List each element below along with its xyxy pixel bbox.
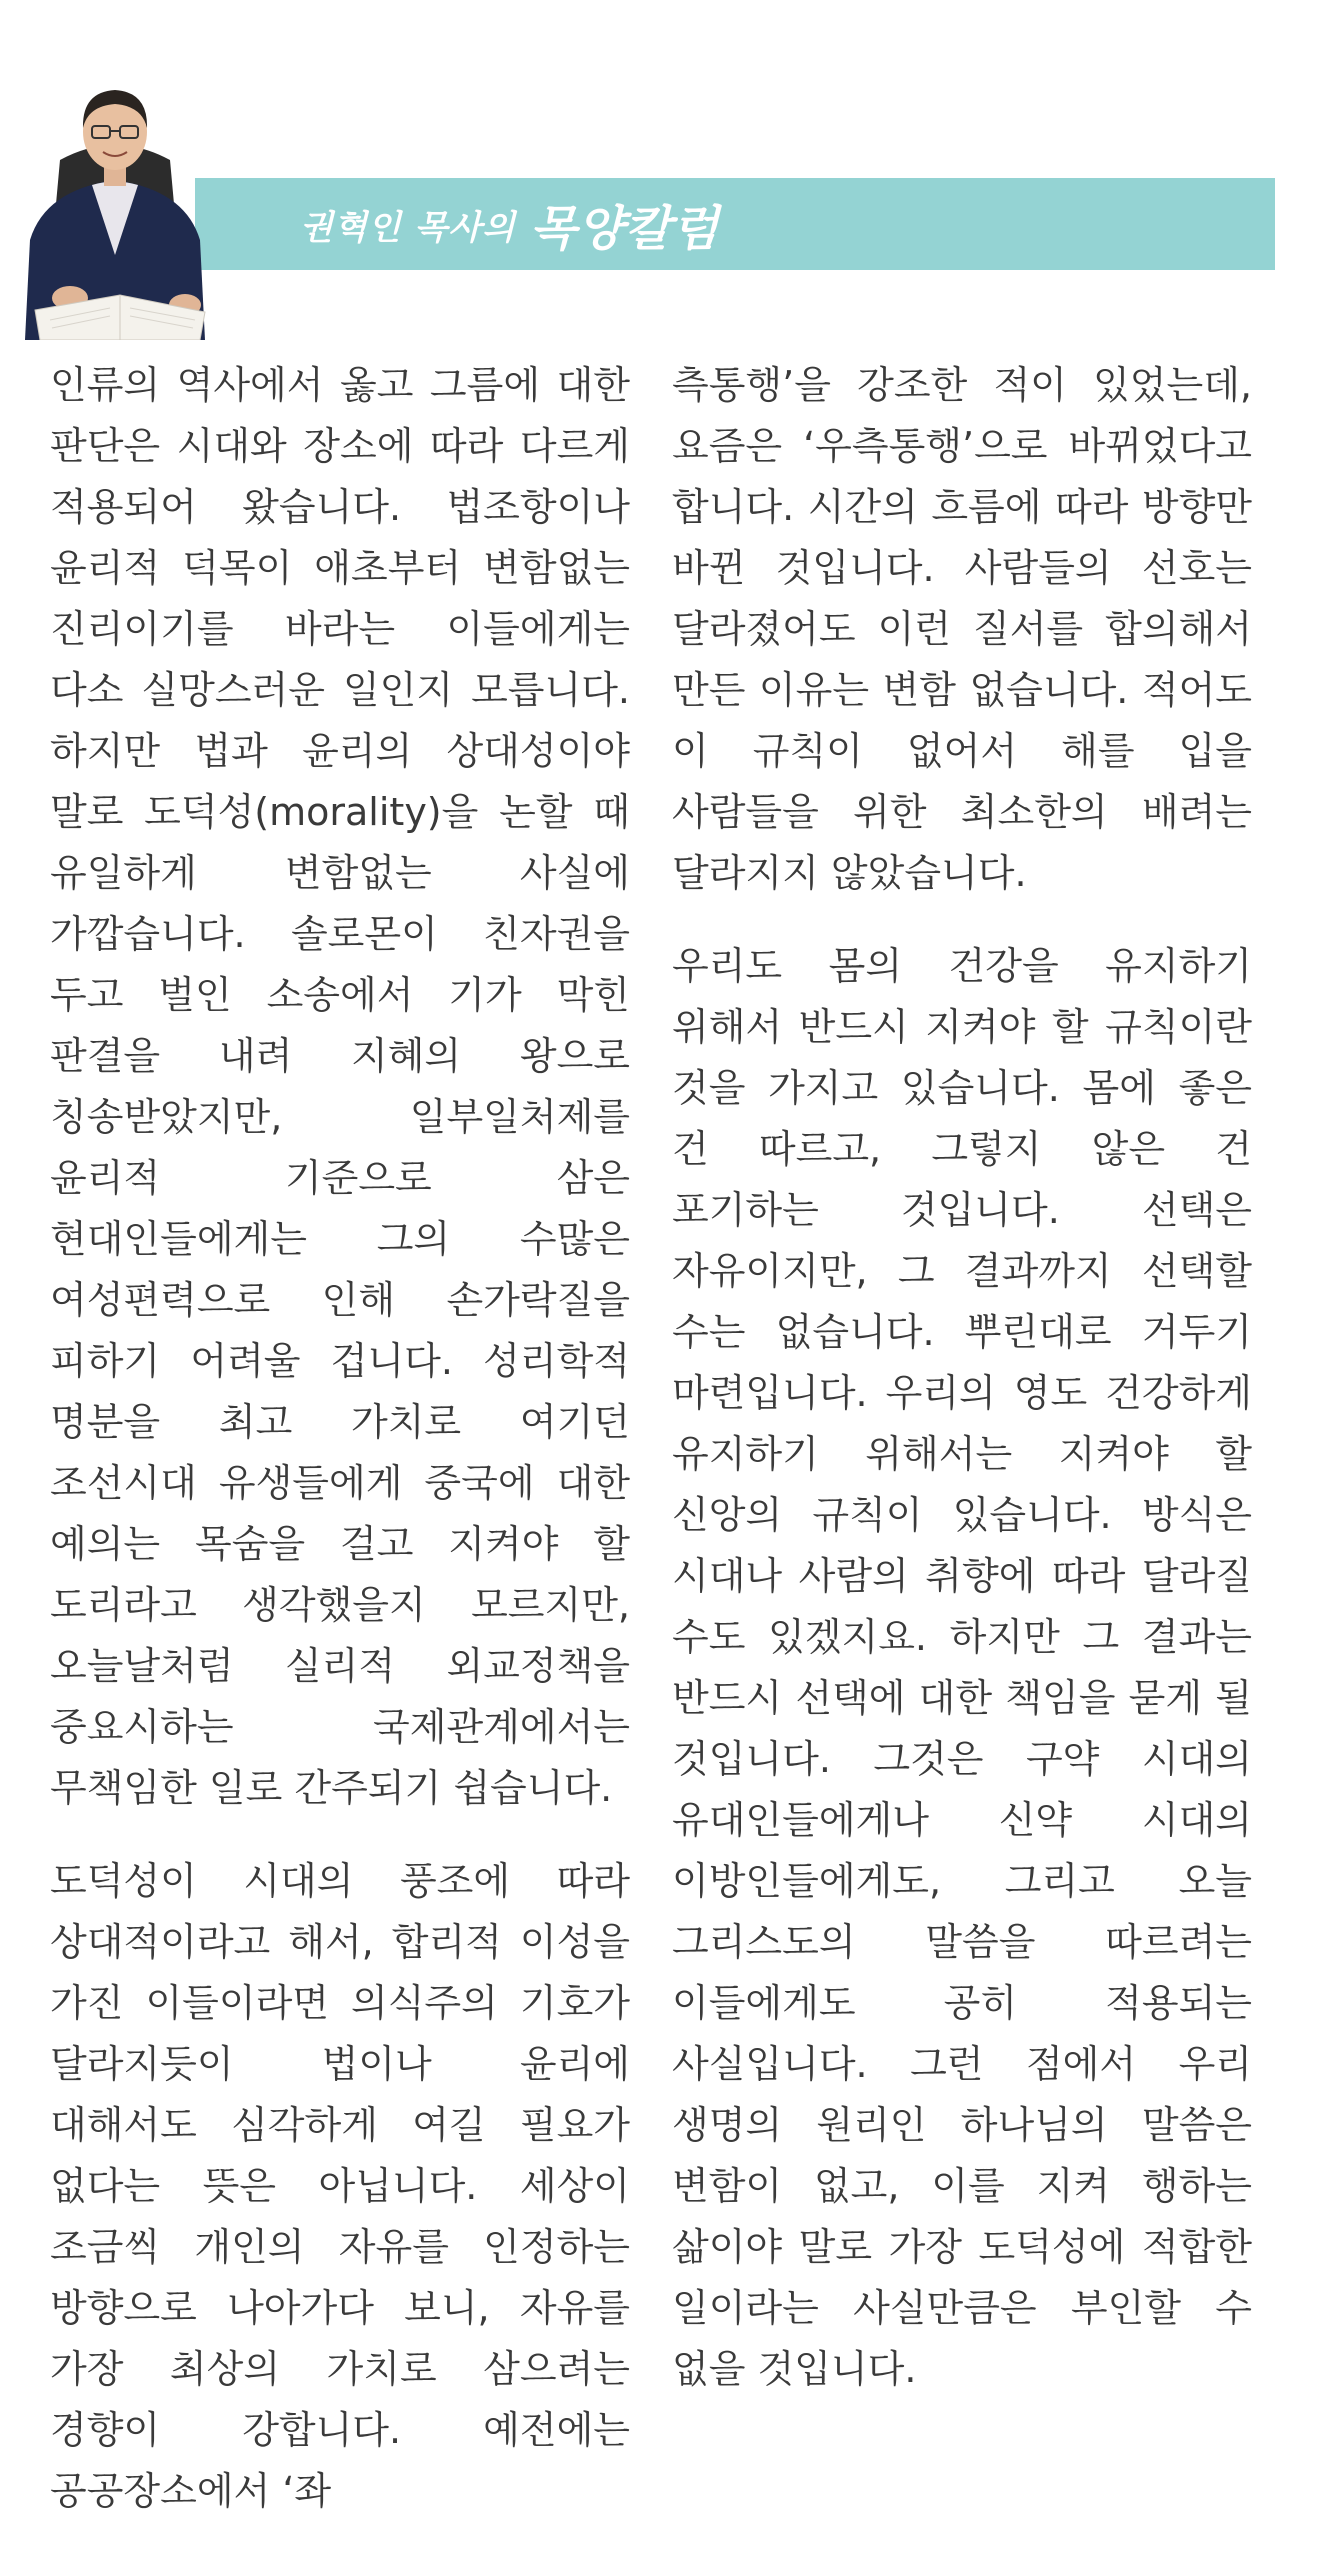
column-title-main: 목양칼럼 [529,200,720,257]
column-title-prefix: 권혁인 목사의 [300,207,516,248]
article-paragraph: 인류의 역사에서 옳고 그름에 대한 판단은 시대와 장소에 따라 다르게 적용되어 왔습니다. 법조항이나 윤리적 덕목이 애초부터 변함없는 진리이기를 바라는 이들에게는 다소 실망스러운 일인지 모릅니다. 하지만 법과 윤리의 상대성이야 말로 도덕성(morality)을 논할 때 유일하게 변함없는 사실에 가깝습니다. 솔로몬이 친자권을 두고 벌인 소송에서 기가 막힌 판결을 내려 지혜의 왕으로 칭송받았지만, 일부일처제를 윤리적 기준으로 삼은 현대인들에게는 그의 수많은 여성편력으로 인해 손가락질을 피하기 어려울 겁니다. 성리학적 명분을 최고 가치로 여기던 조선시대 유생들에게 중국에 대한 예의는 목숨을 걸고 지켜야 할 도리라고 생각했을지 모르지만, 오늘날처럼 실리적 외교정책을 중요시하는 국제관계에서는 무책임한 일로 간주되기 쉽습니다. [50,363,630,1810]
article-paragraph: 도덕성이 시대의 풍조에 따라 상대적이라고 해서, 합리적 이성을 가진 이들이라면 의식주의 기호가 달라지듯이 법이나 윤리에 대해서도 심각하게 여길 필요가 없다는 뜻은 아닙니다. 세상이 조금씩 개인의 자유를 인정하는 방향으로 나아가다 보니, 자유를 가장 최상의 가치로 삼으려는 경향이 강합니다. 예전에는 공공장소에서 ‘좌 [50,1859,630,2513]
author-portrait [0,40,230,340]
article-column-right [672,355,1252,2432]
column-title [300,178,719,270]
article-paragraph: 측통행’을 강조한 적이 있었는데, 요즘은 ‘우측통행’으로 바뀌었다고 합니다. 시간의 흐름에 따라 방향만 바뀐 것입니다. 사람들의 선호는 달라졌어도 이런 질서를 합의해서 만든 이유는 변함 없습니다. 적어도 이 규칙이 없어서 해를 입을 사람들을 위한 최소한의 배려는 달라지지 않았습니다. [672,363,1252,895]
article-paragraph: 우리도 몸의 건강을 유지하기 위해서 반드시 지켜야 할 규칙이란 것을 가지고 있습니다. 몸에 좋은 건 따르고, 그렇지 않은 건 포기하는 것입니다. 선택은 자유이지만, 그 결과까지 선택할 수는 없습니다. 뿌린대로 거두기 마련입니다. 우리의 영도 건강하게 유지하기 위해서는 지켜야 할 신앙의 규칙이 있습니다. 방식은 시대나 사람의 취향에 따라 달라질 수도 있겠지요. 하지만 그 결과는 반드시 선택에 대한 책임을 묻게 될 것입니다. 그것은 구약 시대의 유대인들에게나 신약 시대의 이방인들에게도, 그리고 오늘 그리스도의 말씀을 따르려는 이들에게도 공히 적용되는 사실입니다. 그런 점에서 우리 생명의 원리인 하나님의 말씀은 변함이 없고, 이를 지켜 행하는 삶이야 말로 가장 도덕성에 적합한 일이라는 사실만큼은 부인할 수 없을 것입니다. [672,944,1252,2391]
article-column-left [50,355,630,2554]
